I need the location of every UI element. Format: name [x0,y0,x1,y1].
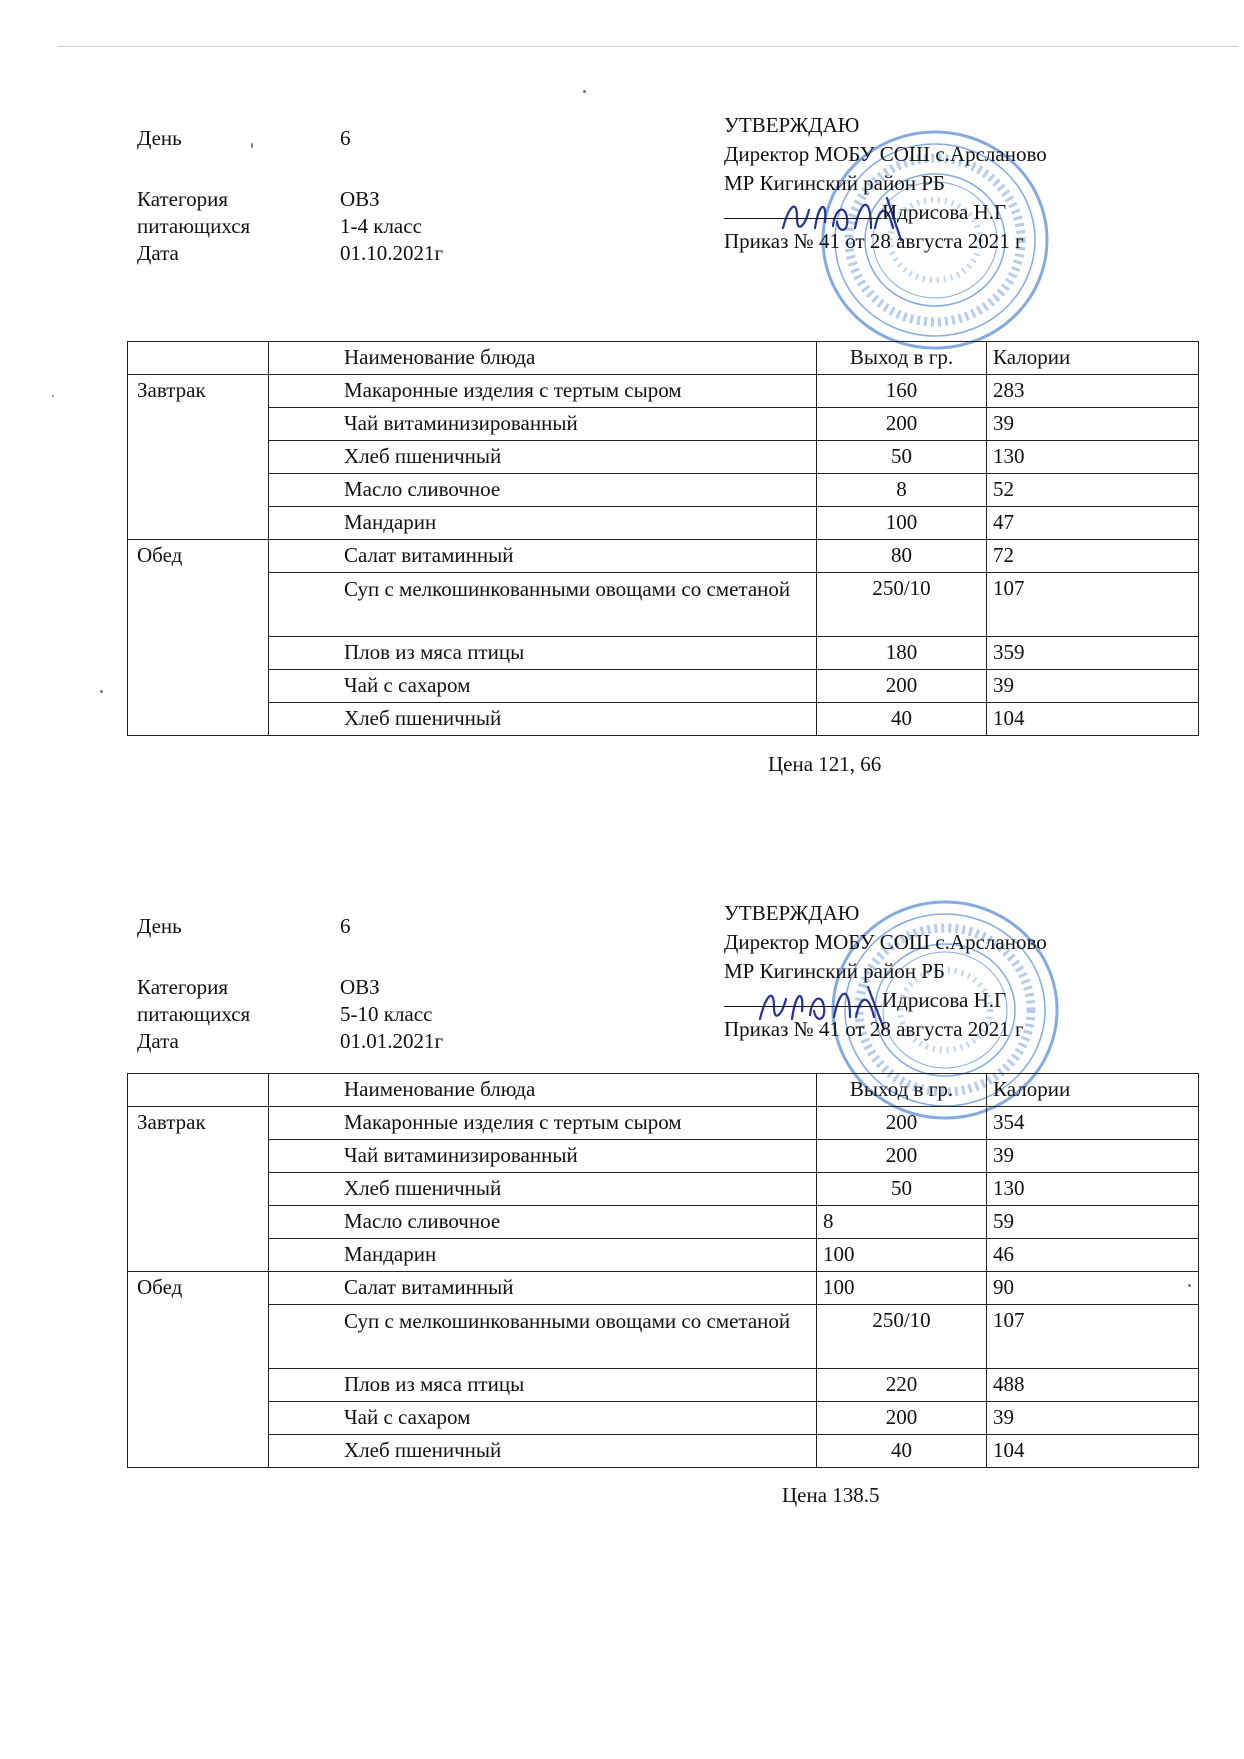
date-value: 01.01.2021г [340,1029,444,1053]
dish-weight: 100 [817,1239,987,1272]
header-cell-weight: Выход в гр. [817,1074,987,1107]
dish-name [269,1173,817,1206]
table-row [128,670,1199,703]
dish-weight: 200 [817,1107,987,1140]
dish-name [269,1435,817,1468]
dish-weight: 200 [817,408,987,441]
table-row [128,637,1199,670]
table-row [128,1435,1199,1468]
dish-name: Суп с мелкошинкованными овощами со сметаной [269,1305,817,1369]
dish-weight: 8 [817,1206,987,1239]
dish-calories: 59 [987,1206,1199,1239]
class-value: 5-10 класс [340,1002,433,1026]
category-value: ОВЗ [340,187,380,211]
dish-label: Плов из мяса птицы [344,1372,525,1396]
dish-name [269,1272,817,1305]
dish-calories: 52 [987,474,1199,507]
dish-label: Масло сливочное [344,1209,501,1233]
dish-name [269,637,817,670]
dish-label: Чай витаминизированный [344,1143,578,1167]
dish-calories: 283 [987,375,1199,408]
dish-weight: 200 [817,1402,987,1435]
dish-label: Мандарин [344,1242,437,1266]
scan-speck [583,90,586,93]
menu-table [127,1073,1199,1468]
dish-calories: 107 [987,1305,1199,1369]
dish-calories: 107 [987,573,1199,637]
dish-weight: 50 [817,1173,987,1206]
table-header-row [128,1074,1199,1107]
table-row [128,703,1199,736]
table-row [128,1140,1199,1173]
scan-speck [100,690,103,693]
dish-calories: 39 [987,408,1199,441]
dish-weight: 200 [817,670,987,703]
table-row [128,1272,1199,1305]
meal-lunch: Обед [128,540,269,736]
dish-weight: 220 [817,1369,987,1402]
table-row [128,375,1199,408]
menu-table [127,341,1199,736]
header-cell-calories: Калории [987,1074,1199,1107]
signature-blank [724,986,882,1007]
table-row [128,1239,1199,1272]
header-info [0,124,700,274]
dish-weight: 200 [817,1140,987,1173]
dish-calories: 39 [987,670,1199,703]
approval-order: Приказ № 41 от 28 августа 2021 г [724,229,1024,253]
dish-calories: 488 [987,1369,1199,1402]
dish-weight: 100 [817,1272,987,1305]
dish-calories: 130 [987,1173,1199,1206]
scan-speck [52,395,54,397]
approval-district: МР Кигинский район РБ [724,171,945,195]
dish-weight: 250/10 [817,1305,987,1369]
dish-name [269,441,817,474]
approval-signature-line [724,986,1047,1015]
dish-label: Мандарин [344,510,437,534]
dish-name [269,1206,817,1239]
approval-block [724,899,1047,1044]
meal-breakfast: Завтрак [128,375,269,540]
day-value: 6 [340,126,351,150]
dish-label: Чай с сахаром [344,1405,471,1429]
header-cell-weight: Выход в гр. [817,342,987,375]
table-row [128,540,1199,573]
dish-label: Хлеб пшеничный [344,1176,502,1200]
dish-weight: 250/10 [817,573,987,637]
table-row [128,1305,1199,1369]
dish-calories: 39 [987,1402,1199,1435]
dish-name [269,1140,817,1173]
dish-weight: 50 [817,441,987,474]
header-dish-label: Наименование блюда [344,345,536,369]
price: Цена 121, 66 [768,752,882,776]
dish-label: Хлеб пшеничный [344,444,502,468]
table-row [128,1402,1199,1435]
dish-calories: 47 [987,507,1199,540]
header-info [0,912,700,1062]
dish-label: Чай с сахаром [344,673,471,697]
dish-label: Макаронные изделия с тертым сыром [344,378,682,402]
price: Цена 138.5 [782,1483,880,1507]
header-dish-label: Наименование блюда [344,1077,536,1101]
day-value: 6 [340,914,351,938]
dish-calories: 130 [987,441,1199,474]
signature-blank [724,198,882,219]
dish-name [269,507,817,540]
dish-calories: 354 [987,1107,1199,1140]
category-label-2: питающихся [137,214,251,238]
dish-calories: 90 [987,1272,1199,1305]
dish-calories: 72 [987,540,1199,573]
dish-name [269,408,817,441]
header-cell-meal [128,342,269,375]
approval-name: Идрисова Н.Г [882,200,1007,224]
dish-label: Чай витаминизированный [344,411,578,435]
dish-name [269,375,817,408]
table-row [128,573,1199,637]
approval-order: Приказ № 41 от 28 августа 2021 г [724,1017,1024,1041]
dish-weight: 100 [817,507,987,540]
dish-weight: 8 [817,474,987,507]
dish-weight: 40 [817,1435,987,1468]
table-header-row [128,342,1199,375]
dish-label: Макаронные изделия с тертым сыром [344,1110,682,1134]
table-row [128,474,1199,507]
dish-name [269,540,817,573]
category-value: ОВЗ [340,975,380,999]
dish-name [269,474,817,507]
approval-district: МР Кигинский район РБ [724,959,945,983]
table-row [128,1107,1199,1140]
dish-label: Салат витаминный [344,543,514,567]
meal-breakfast: Завтрак [128,1107,269,1272]
header-cell-dish [269,1074,817,1107]
approval-director: Директор МОБУ СОШ с.Арсланово [724,142,1047,166]
dish-name [269,703,817,736]
table-row [128,1173,1199,1206]
dish-calories: 104 [987,1435,1199,1468]
approval-title: УТВЕРЖДАЮ [724,901,860,925]
dish-name [269,1107,817,1140]
dish-weight: 180 [817,637,987,670]
dish-name [269,1239,817,1272]
table-row [128,1369,1199,1402]
day-label: День [137,914,182,938]
class-value: 1-4 класс [340,214,422,238]
date-label: Дата [137,1029,179,1053]
dish-calories: 359 [987,637,1199,670]
scan-speck [1188,1284,1191,1287]
category-label: Категория [137,187,228,211]
dish-label: Хлеб пшеничный [344,706,502,730]
dish-name [269,1402,817,1435]
approval-block [724,111,1047,256]
dish-label: Плов из мяса птицы [344,640,525,664]
header-cell-calories: Калории [987,342,1199,375]
approval-title: УТВЕРЖДАЮ [724,113,860,137]
dish-name [269,1369,817,1402]
approval-director: Директор МОБУ СОШ с.Арсланово [724,930,1047,954]
category-label-2: питающихся [137,1002,251,1026]
dish-name: Суп с мелкошинкованными овощами со сметаной [269,573,817,637]
dish-label: Салат витаминный [344,1275,514,1299]
dish-calories: 46 [987,1239,1199,1272]
header-cell-meal [128,1074,269,1107]
date-value: 01.10.2021г [340,241,444,265]
approval-name: Идрисова Н.Г [882,988,1007,1012]
dish-weight: 160 [817,375,987,408]
table-row [128,507,1199,540]
dish-calories: 104 [987,703,1199,736]
dish-weight: 80 [817,540,987,573]
category-label: Категория [137,975,228,999]
approval-signature-line [724,198,1047,227]
dish-label: Хлеб пшеничный [344,1438,502,1462]
dish-label: Масло сливочное [344,477,501,501]
dish-name [269,670,817,703]
table-row [128,1206,1199,1239]
header-cell-dish [269,342,817,375]
table-row [128,408,1199,441]
dish-calories: 39 [987,1140,1199,1173]
date-label: Дата [137,241,179,265]
meal-lunch: Обед [128,1272,269,1468]
table-row [128,441,1199,474]
dish-weight: 40 [817,703,987,736]
scan-speck [251,143,253,148]
day-label: День [137,126,182,150]
top-rule [58,46,1238,47]
